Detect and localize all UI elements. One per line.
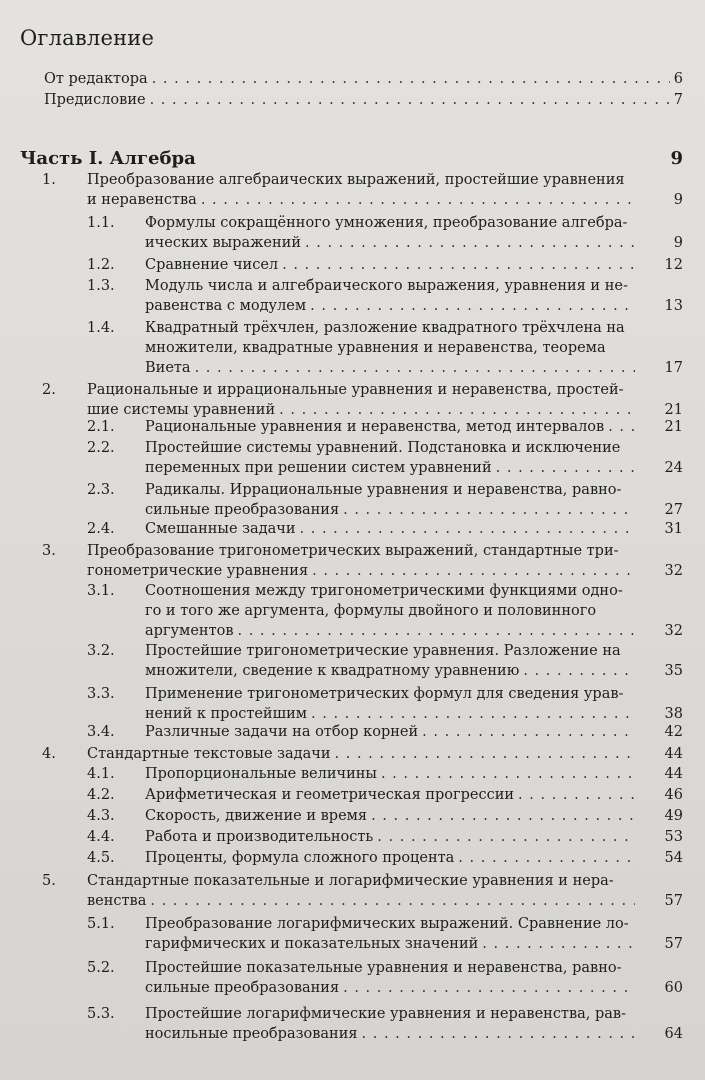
leader-dots xyxy=(282,255,635,275)
toc-page-number: 21 xyxy=(664,402,683,418)
toc-number: 2.3. xyxy=(87,482,115,498)
toc-number: 2. xyxy=(42,382,56,398)
toc-number: 5.3. xyxy=(87,1006,115,1022)
toc-section xyxy=(0,764,683,784)
leader-dots xyxy=(310,296,635,316)
part-title: Часть I. Алгебра xyxy=(20,148,196,169)
toc-title-line: нений к простейшим xyxy=(145,706,308,722)
toc-page-number: 44 xyxy=(664,746,683,762)
toc-title-line: Арифметическая и геометрическая прогрессии xyxy=(145,787,515,803)
toc-section xyxy=(0,255,683,275)
toc-title-line: Смешанные задачи xyxy=(145,521,296,537)
toc-title-line: переменных при решении систем уравнений xyxy=(145,460,492,476)
toc-title-line: Соотношения между тригонометрическими функциями одно- xyxy=(145,583,623,599)
leader-dots xyxy=(482,934,635,954)
leader-dots xyxy=(458,848,635,868)
leader-dots xyxy=(422,722,635,742)
toc-section xyxy=(0,417,683,437)
toc-title-line: Пропорциональные величины xyxy=(145,766,377,782)
toc-section xyxy=(0,914,683,954)
toc-title-line: венства xyxy=(87,893,147,909)
toc-page-number: 27 xyxy=(664,502,683,518)
toc-title-line: множители, квадратные уравнения и неравенства, теорема xyxy=(145,340,606,356)
toc-number: 5.2. xyxy=(87,960,115,976)
toc-page-number: 12 xyxy=(664,257,683,273)
toc-title-line: Модуль числа и алгебраического выражения, уравнения и не- xyxy=(145,278,628,294)
toc-title-line: гарифмических и показательных значений xyxy=(145,936,479,952)
toc-number: 1.4. xyxy=(87,320,115,336)
toc-title-line: Рациональные и иррациональные уравнения и неравенства, простей- xyxy=(87,382,624,398)
toc-section xyxy=(0,581,683,641)
toc-number: 5.1. xyxy=(87,916,115,932)
toc-page-number: 13 xyxy=(664,298,683,314)
toc-number: 4. xyxy=(42,746,56,762)
leader-dots xyxy=(377,827,635,847)
toc-title-line: шие системы уравнений xyxy=(87,402,276,418)
toc-page-number: 21 xyxy=(664,419,683,435)
toc-title-line: Стандартные текстовые задачи xyxy=(87,746,331,762)
toc-number: 4.3. xyxy=(87,808,115,824)
toc-section xyxy=(0,438,683,478)
leader-dots xyxy=(523,661,635,681)
toc-title-line: Проценты, формула сложного процента xyxy=(145,850,455,866)
part-page: 9 xyxy=(670,148,683,169)
toc-page-number: 38 xyxy=(664,706,683,722)
toc-number: 2.1. xyxy=(87,419,115,435)
toc-number: 3. xyxy=(42,543,56,559)
toc-chapter xyxy=(0,170,683,210)
toc-title-line: равенства с модулем xyxy=(145,298,307,314)
leader-dots xyxy=(343,500,635,520)
toc-number: 3.4. xyxy=(87,724,115,740)
toc-title-line: Радикалы. Иррациональные уравнения и неравенства, равно- xyxy=(145,482,622,498)
toc-title-line: сильные преобразования xyxy=(145,502,340,518)
toc-page-number: 17 xyxy=(664,360,683,376)
toc-number: 2.4. xyxy=(87,521,115,537)
toc-chapter xyxy=(0,541,683,581)
toc-number: 4.5. xyxy=(87,850,115,866)
toc-page-number: 57 xyxy=(664,893,683,909)
toc-title-line: и неравенства xyxy=(87,192,197,208)
toc-title-line: Преобразование тригонометрических выражений, стандартные три- xyxy=(87,543,619,559)
toc-front-page: 7 xyxy=(673,92,683,108)
toc-number: 1.1. xyxy=(87,215,115,231)
leader-dots xyxy=(371,806,635,826)
toc-title-line: гонометрические уравнения xyxy=(87,563,309,579)
leader-dots xyxy=(150,891,635,911)
toc-title-line: Рациональные уравнения и неравенства, метод интервалов xyxy=(145,419,605,435)
toc-section xyxy=(0,848,683,868)
toc-page-number: 32 xyxy=(664,563,683,579)
toc-page-number: 31 xyxy=(664,521,683,537)
toc-number: 1.3. xyxy=(87,278,115,294)
toc-page-number: 60 xyxy=(664,980,683,996)
toc-page-number: 53 xyxy=(664,829,683,845)
toc-section xyxy=(0,1004,683,1044)
toc-number: 3.3. xyxy=(87,686,115,702)
toc-number: 1.2. xyxy=(87,257,115,273)
toc-title-line: Виета xyxy=(145,360,191,376)
toc-page-number: 54 xyxy=(664,850,683,866)
toc-section xyxy=(0,722,683,742)
toc-title-line: Сравнение чисел xyxy=(145,257,279,273)
leader-dots xyxy=(343,978,635,998)
part-heading xyxy=(20,148,683,169)
toc-page-number: 9 xyxy=(673,192,683,208)
toc-title-line: множители, сведение к квадратному уравнению xyxy=(145,663,520,679)
toc-number: 3.1. xyxy=(87,583,115,599)
leader-dots xyxy=(518,785,635,805)
leader-dots xyxy=(150,92,670,108)
leader-dots xyxy=(195,358,635,378)
toc-front-item xyxy=(44,92,683,108)
toc-title-line: Применение тригонометрических формул для сведения урав- xyxy=(145,686,624,702)
toc-section xyxy=(0,684,683,724)
toc-section xyxy=(0,958,683,998)
leader-dots xyxy=(311,704,635,724)
toc-page-number: 49 xyxy=(664,808,683,824)
toc-number: 4.4. xyxy=(87,829,115,845)
toc-front-label: От редактора xyxy=(44,71,148,87)
toc-title-line: Стандартные показательные и логарифмические уравнения и нера- xyxy=(87,873,614,889)
toc-title-line: Преобразование логарифмических выражений. Сравнение ло- xyxy=(145,916,629,932)
toc-title-line: Формулы сокращённого умножения, преобразование алгебра- xyxy=(145,215,628,231)
toc-title-line: ических выражений xyxy=(145,235,302,251)
toc-front-page: 6 xyxy=(673,71,683,87)
toc-section xyxy=(0,318,683,378)
toc-number: 2.2. xyxy=(87,440,115,456)
toc-page-number: 35 xyxy=(664,663,683,679)
toc-title-line: сильные преобразования xyxy=(145,980,340,996)
toc-page-number: 57 xyxy=(664,936,683,952)
toc-title-line: Простейшие системы уравнений. Подстановка и исключение xyxy=(145,440,621,456)
toc-section xyxy=(0,213,683,253)
leader-dots xyxy=(305,233,635,253)
toc-section xyxy=(0,519,683,539)
toc-page-number: 44 xyxy=(664,766,683,782)
leader-dots xyxy=(381,764,635,784)
leader-dots xyxy=(201,190,635,210)
toc-title-line: аргументов xyxy=(145,623,234,639)
toc-title-line: Преобразование алгебраических выражений, простейшие уравнения xyxy=(87,172,625,188)
toc-title-line: Различные задачи на отбор корней xyxy=(145,724,419,740)
toc-page-number: 9 xyxy=(673,235,683,251)
leader-dots xyxy=(496,458,635,478)
toc-page-number: 46 xyxy=(664,787,683,803)
toc-section xyxy=(0,827,683,847)
leader-dots xyxy=(238,621,636,641)
toc-section xyxy=(0,480,683,520)
toc-number: 4.2. xyxy=(87,787,115,803)
toc-section xyxy=(0,276,683,316)
toc-title-line: го и того же аргумента, формулы двойного и половинного xyxy=(145,603,597,619)
toc-chapter xyxy=(0,871,683,911)
leader-dots xyxy=(362,1024,635,1044)
toc-section xyxy=(0,641,683,681)
toc-page-number: 42 xyxy=(664,724,683,740)
toc-section xyxy=(0,806,683,826)
toc-chapter xyxy=(0,744,683,764)
toc-title-line: Скорость, движение и время xyxy=(145,808,368,824)
leader-dots xyxy=(335,744,635,764)
toc-title-line: Простейшие логарифмические уравнения и неравенства, рав- xyxy=(145,1006,626,1022)
toc-front-item xyxy=(44,71,683,87)
toc-title-line: Простейшие показательные уравнения и неравенства, равно- xyxy=(145,960,622,976)
toc-section xyxy=(0,785,683,805)
toc-number: 4.1. xyxy=(87,766,115,782)
toc-page-number: 64 xyxy=(664,1026,683,1042)
toc-page-number: 32 xyxy=(664,623,683,639)
toc-number: 5. xyxy=(42,873,56,889)
toc-title-line: носильные преобразования xyxy=(145,1026,358,1042)
toc-title-line: Работа и производительность xyxy=(145,829,374,845)
toc-title-line: Квадратный трёхчлен, разложение квадратного трёхчлена на xyxy=(145,320,625,336)
page-title: Оглавление xyxy=(20,26,155,50)
toc-front-label: Предисловие xyxy=(44,92,146,108)
toc-number: 3.2. xyxy=(87,643,115,659)
toc-number: 1. xyxy=(42,172,56,188)
toc-title-line: Простейшие тригонометрические уравнения. Разложение на xyxy=(145,643,621,659)
toc-page-number: 24 xyxy=(664,460,683,476)
leader-dots xyxy=(300,519,635,539)
toc-chapter xyxy=(0,380,683,420)
leader-dots xyxy=(608,417,635,437)
leader-dots xyxy=(152,71,670,87)
leader-dots xyxy=(312,561,635,581)
